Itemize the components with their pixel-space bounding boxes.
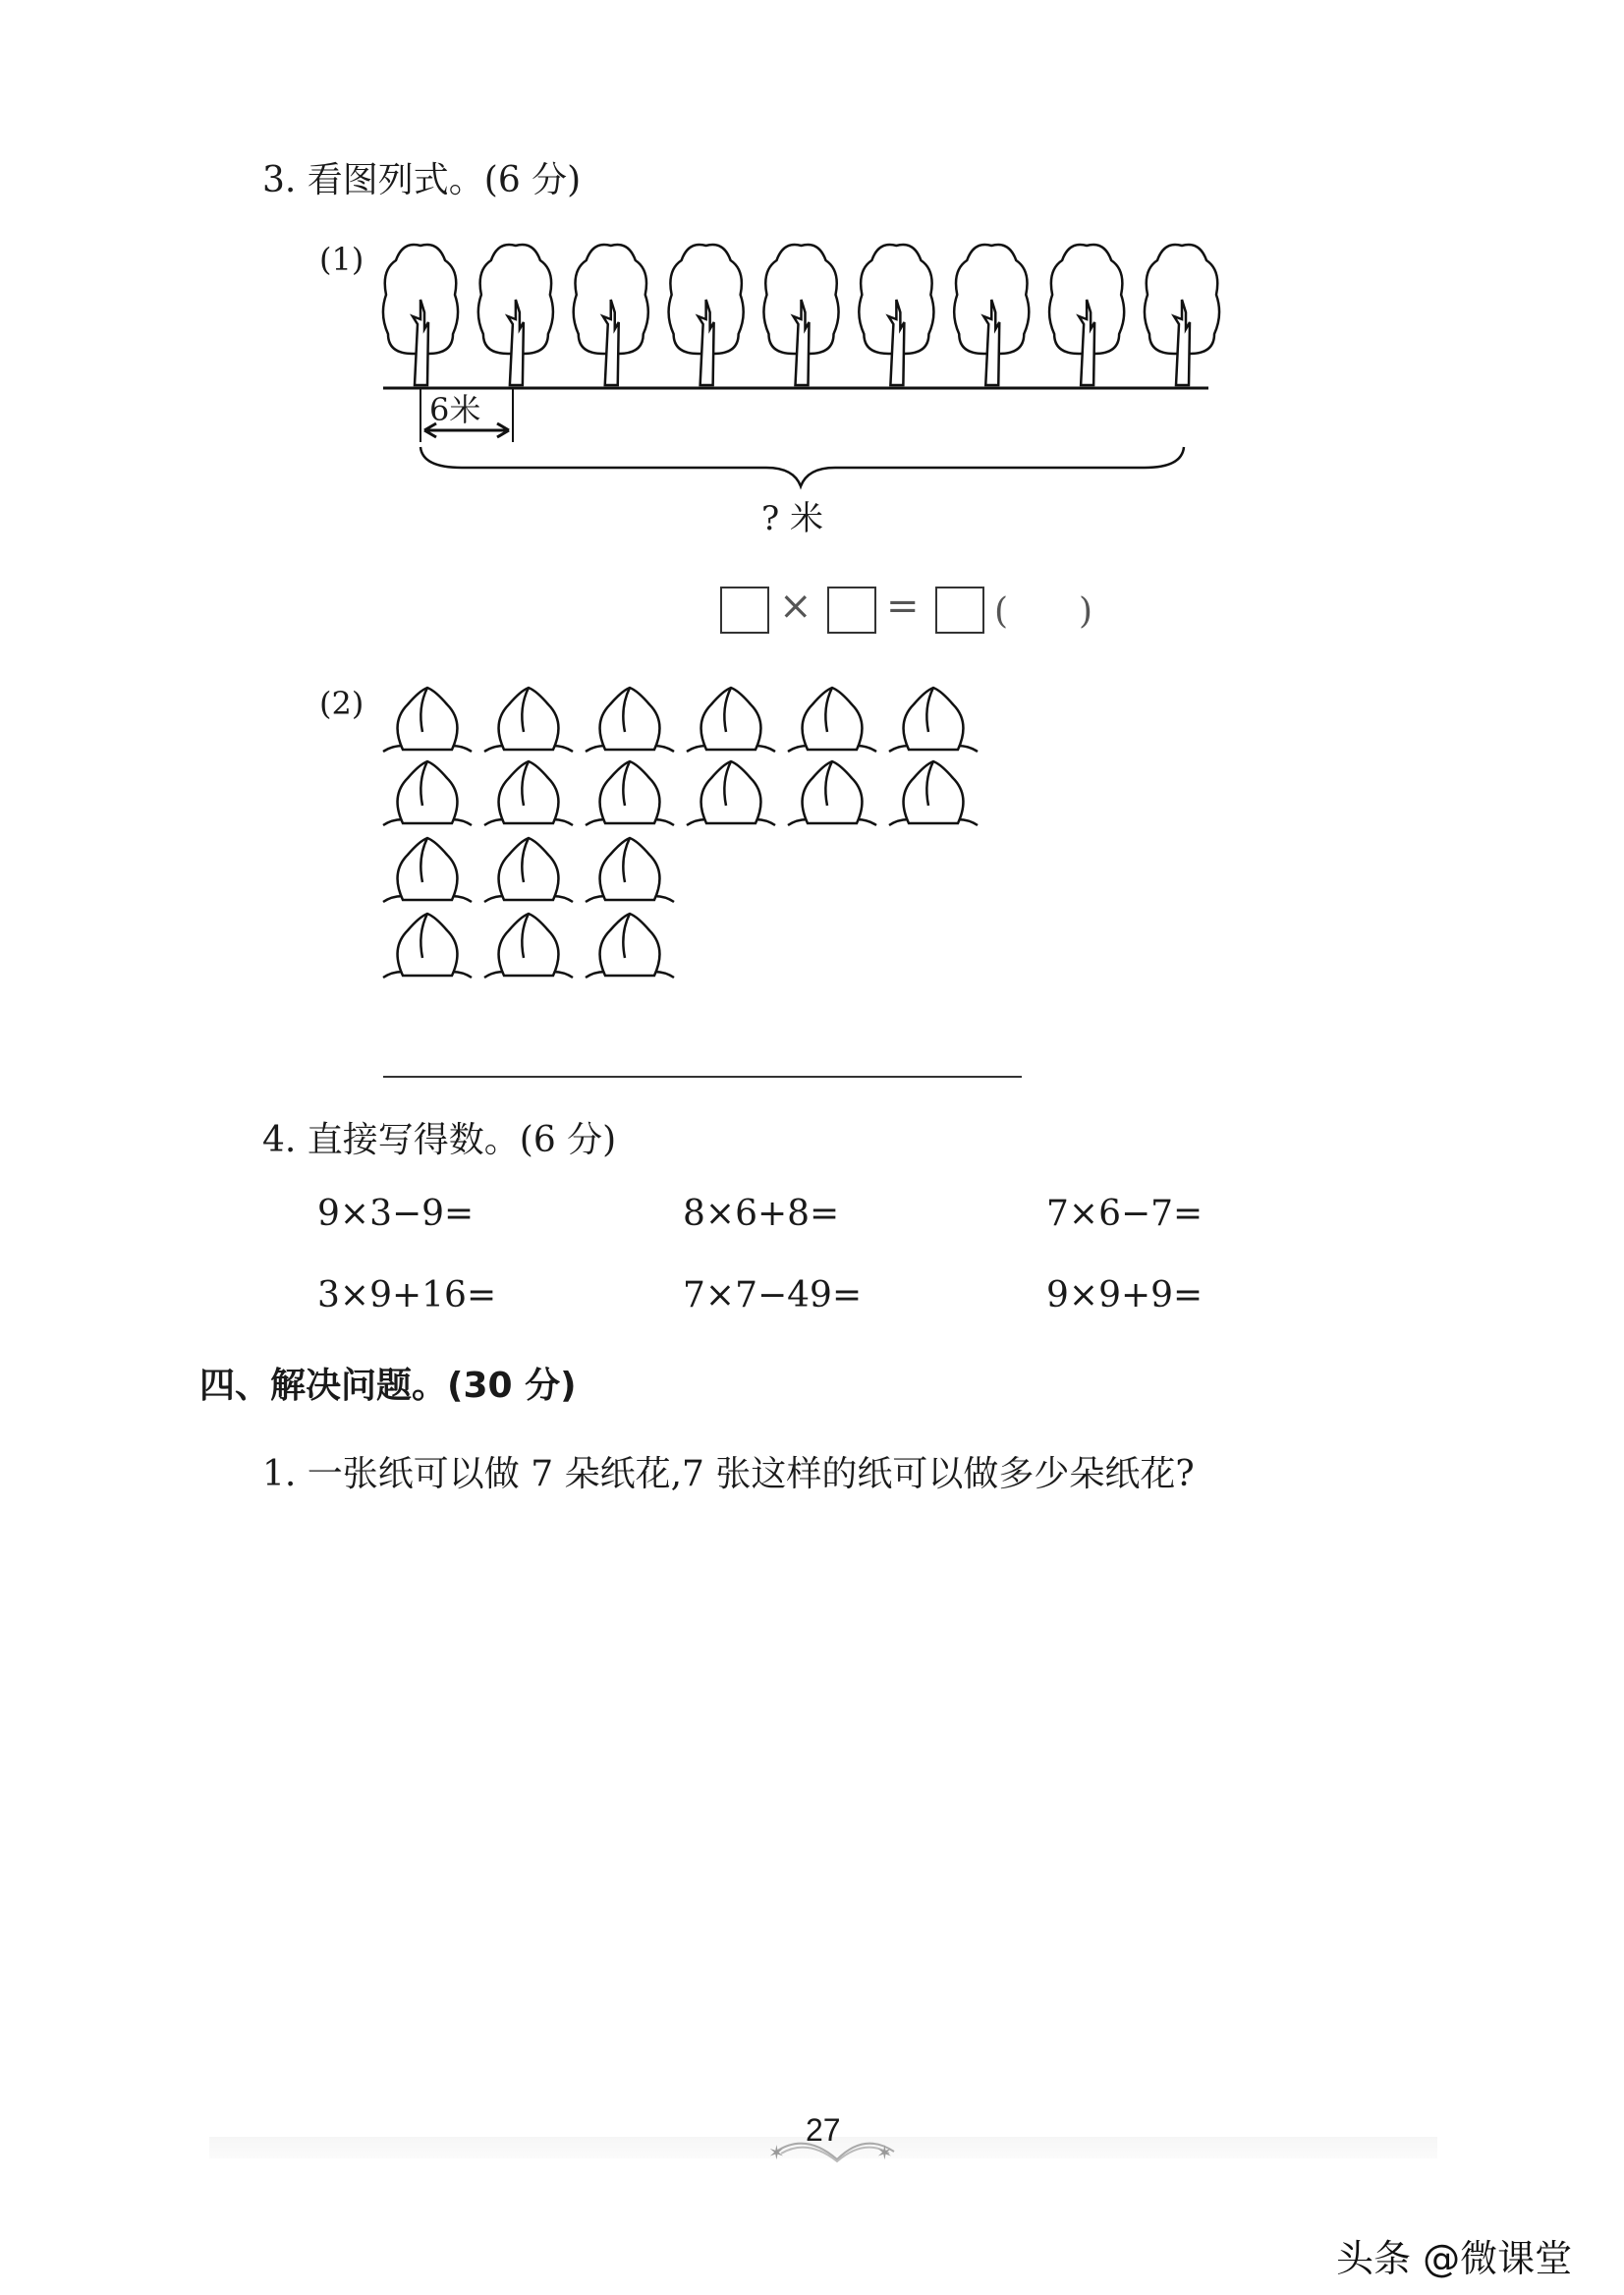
- peach-icon: [586, 761, 674, 825]
- times-sign: ×: [779, 584, 812, 629]
- peach-icon: [383, 838, 472, 902]
- expr: 8×6+8=: [683, 1194, 840, 1234]
- expr: 9×9+9=: [1046, 1275, 1204, 1315]
- equals-sign: =: [886, 584, 920, 629]
- peach-icon: [383, 688, 472, 752]
- expr: 3×9+16=: [317, 1275, 497, 1315]
- peach-icon: [889, 761, 978, 825]
- total-label: ? 米: [761, 499, 824, 538]
- peach-icon: [687, 688, 775, 752]
- expr: 7×7−49=: [683, 1275, 863, 1315]
- part1-label: (1): [319, 241, 364, 278]
- part2-label: (2): [319, 685, 364, 722]
- watermark: 头条 @微课堂: [1336, 2237, 1573, 2280]
- peach-icon: [383, 914, 472, 978]
- peach-icon: [788, 688, 876, 752]
- problem-1: 1. 一张纸可以做 7 朵纸花,7 张这样的纸可以做多少朵纸花?: [262, 1454, 1195, 1494]
- peach-icon: [586, 838, 674, 902]
- peach-icon: [484, 914, 573, 978]
- answer-line[interactable]: [383, 1076, 1022, 1078]
- peach-icon: [484, 838, 573, 902]
- unit-parens[interactable]: ( ): [994, 591, 1093, 632]
- svg-text:✶: ✶: [768, 2141, 785, 2164]
- peach-icon: [586, 688, 674, 752]
- expr: 9×3−9=: [317, 1194, 475, 1234]
- interval-label: 6米: [429, 391, 481, 428]
- peach-icon: [889, 688, 978, 752]
- section-heading: 四、解决问题。(30 分): [199, 1366, 577, 1406]
- peach-icon: [484, 761, 573, 825]
- peaches-diagram: [0, 0, 1624, 1081]
- peach-icon: [788, 761, 876, 825]
- peach-icon: [586, 914, 674, 978]
- peach-icon: [687, 761, 775, 825]
- page-number: 27: [806, 2112, 841, 2148]
- q3-title: 3. 看图列式。(6 分): [262, 160, 582, 200]
- peach-icon: [383, 761, 472, 825]
- peach-icon: [484, 688, 573, 752]
- q4-title: 4. 直接写得数。(6 分): [262, 1120, 617, 1160]
- svg-text:✶: ✶: [876, 2141, 893, 2164]
- expr: 7×6−7=: [1046, 1194, 1204, 1234]
- book-ornament-icon: [766, 2132, 894, 2166]
